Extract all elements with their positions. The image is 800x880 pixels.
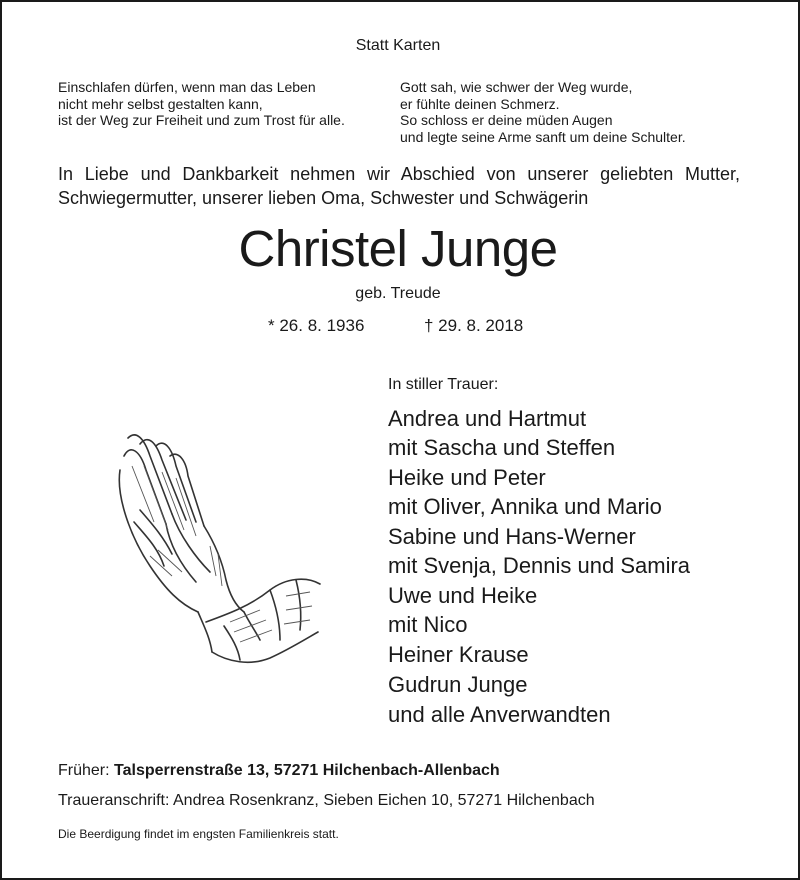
mourner-line: Heiner Krause	[388, 642, 529, 667]
mourning-address: Traueranschrift: Andrea Rosenkranz, Sieben Eichen 10, 57271 Hilchenbach	[58, 792, 595, 809]
mourner-line: und alle Anverwandten	[388, 702, 611, 727]
poem-left	[58, 79, 345, 129]
mourner-group	[388, 700, 690, 729]
former-address	[58, 762, 500, 780]
poem-line: ist der Weg zur Freiheit und zum Trost für alle.	[58, 112, 345, 128]
maiden-name: geb. Treude	[355, 285, 441, 302]
mourner-line: Heike und Peter	[388, 465, 546, 490]
mourner-line: Sabine und Hans-Werner	[388, 524, 636, 549]
birth-date: * 26. 8. 1936	[268, 316, 365, 335]
poem-line: er fühlte deinen Schmerz.	[400, 95, 560, 112]
mourner-line: mit Oliver, Annika und Mario	[388, 494, 662, 519]
mourner-line: Andrea und Hartmut	[388, 406, 587, 431]
mourner-group	[388, 670, 690, 699]
mourner-line: Uwe und Heike	[388, 583, 538, 608]
poem-line: und legte seine Arme sanft um deine Schulter.	[400, 128, 686, 145]
mourner-line: Gudrun Junge	[388, 672, 528, 697]
former-address-value: Talsperrenstraße 13, 57271 Hilchenbach-Allenbach	[114, 762, 500, 779]
intro-line: In Liebe und Dankbarkeit nehmen wir Abschied von unserer geliebten Mutter,	[58, 164, 740, 184]
mourner-line: mit Svenja, Dennis und Samira	[388, 553, 691, 578]
header-title: Statt Karten	[355, 37, 441, 54]
poem-line: Einschlafen dürfen, wenn man das Leben	[58, 79, 316, 95]
mourner-group	[388, 640, 690, 669]
mourner-group	[388, 404, 690, 462]
former-label: Früher:	[58, 762, 110, 779]
poem-line: Gott sah, wie schwer der Weg wurde,	[400, 79, 633, 95]
intro-text	[58, 162, 740, 210]
mourner-line: mit Sascha und Steffen	[388, 435, 616, 460]
poem-line: nicht mehr selbst gestalten kann,	[58, 95, 263, 112]
mourner-group	[388, 581, 690, 639]
poem-right	[400, 79, 686, 145]
mourners-list	[388, 404, 690, 729]
mourner-group	[388, 522, 690, 580]
praying-hands-icon	[110, 426, 325, 671]
intro-line: Schwiegermutter, unserer lieben Oma, Schwester und Schwägerin	[58, 188, 589, 208]
mourner-line: mit Nico	[388, 612, 468, 637]
deceased-name: Christel Junge	[238, 220, 558, 277]
poem-line: So schloss er deine müden Augen	[400, 112, 613, 128]
death-date: † 29. 8. 2018	[424, 316, 524, 335]
mourner-group	[388, 463, 690, 521]
mourning-label: In stiller Trauer:	[388, 376, 499, 393]
funeral-note: Die Beerdigung findet im engsten Familienkreis statt.	[58, 827, 339, 841]
